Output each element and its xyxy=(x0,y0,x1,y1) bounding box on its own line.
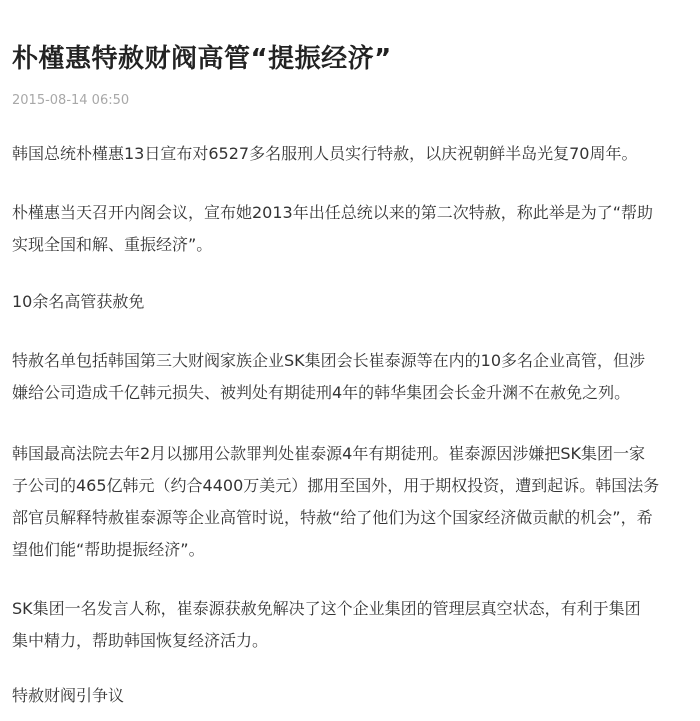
paragraph xyxy=(12,138,688,170)
paragraph xyxy=(12,438,688,566)
paragraph-line: 韩国最高法院去年2月以挪用公款罪判处崔泰源4年有期徒刑。崔泰源因涉嫌把SK集团一家 xyxy=(12,444,646,463)
paragraph xyxy=(12,345,688,409)
section-heading xyxy=(12,680,688,712)
section-heading xyxy=(12,286,688,318)
paragraph-line: 嫌给公司造成千亿韩元损失、被判处有期徒刑4年的韩华集团会长金升渊不在赦免之列。 xyxy=(12,383,631,402)
paragraph xyxy=(12,593,688,657)
paragraph-line: 韩国总统朴槿惠13日宣布对6527多名服刑人员实行特赦，以庆祝朝鲜半岛光复70周年。 xyxy=(12,144,638,163)
article-title: 朴槿惠特赦财阀高管“提振经济” xyxy=(12,44,392,74)
paragraph-line: 实现全国和解、重振经济”。 xyxy=(12,235,213,254)
paragraph xyxy=(12,197,688,261)
paragraph-line: 特赦财阀引争议 xyxy=(12,686,125,705)
paragraph-line: 10余名高管获赦免 xyxy=(12,292,145,311)
paragraph-line: 朴槿惠当天召开内阁会议，宣布她2013年出任总统以来的第二次特赦，称此举是为了“帮助 xyxy=(12,203,654,222)
paragraph-line: 子公司的465亿韩元（约合4400万美元）挪用至国外，用于期权投资，遭到起诉。韩国法务 xyxy=(12,476,660,495)
paragraph-line: 望他们能“帮助提振经济”。 xyxy=(12,540,205,559)
paragraph-line: 集中精力，帮助韩国恢复经济活力。 xyxy=(12,631,269,650)
publish-datetime: 2015-08-14 06:50 xyxy=(12,93,130,108)
paragraph-line: SK集团一名发言人称，崔泰源获赦免解决了这个企业集团的管理层真空状态，有利于集团 xyxy=(12,599,641,618)
paragraph-line: 特赦名单包括韩国第三大财阀家族企业SK集团会长崔泰源等在内的10多名企业高管，但涉 xyxy=(12,351,646,370)
paragraph-line: 部官员解释特赦崔泰源等企业高管时说，特赦“给了他们为这个国家经济做贡献的机会”，希 xyxy=(12,508,653,527)
